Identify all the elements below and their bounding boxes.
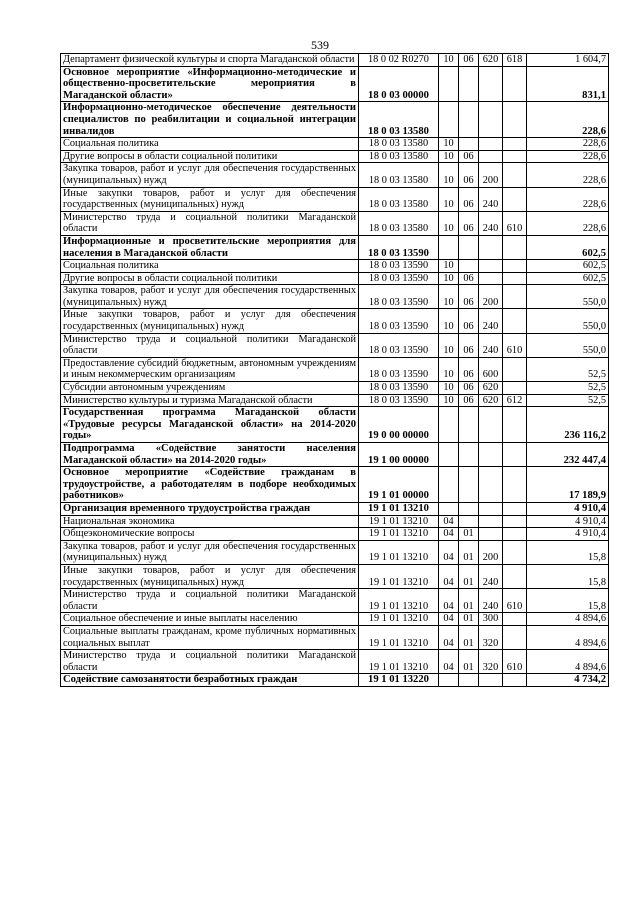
administrator-code: [503, 625, 527, 649]
administrator-code: [503, 357, 527, 381]
expense-type-code: 320: [479, 625, 503, 649]
amount-value: 4 734,2: [527, 674, 609, 687]
target-article-code: 19 1 01 13210: [359, 625, 439, 649]
expense-type-code: [479, 515, 503, 528]
expense-type-code: 320: [479, 650, 503, 674]
table-row: [61, 502, 609, 515]
subsection-code: 06: [459, 394, 479, 407]
expense-type-code: 200: [479, 163, 503, 187]
target-article-code: 19 1 01 13210: [359, 589, 439, 613]
row-name: Министерство труда и социальной политики Магаданской области: [61, 589, 359, 613]
administrator-code: [503, 382, 527, 395]
amount-value: 4 894,6: [527, 650, 609, 674]
target-article-code: 18 0 03 13580: [359, 211, 439, 235]
amount-value: 15,8: [527, 589, 609, 613]
amount-value: 550,0: [527, 309, 609, 333]
target-article-code: 19 1 00 00000: [359, 443, 439, 467]
administrator-code: 618: [503, 54, 527, 67]
table-row: [61, 309, 609, 333]
expense-type-code: [479, 235, 503, 259]
subsection-code: 06: [459, 309, 479, 333]
subsection-code: 06: [459, 357, 479, 381]
expense-type-code: 240: [479, 333, 503, 357]
administrator-code: [503, 502, 527, 515]
subsection-code: 06: [459, 187, 479, 211]
subsection-code: 01: [459, 625, 479, 649]
row-name: Иные закупки товаров, работ и услуг для обеспечения государственных (муниципальных) нужд: [61, 187, 359, 211]
expense-type-code: 240: [479, 211, 503, 235]
amount-value: 550,0: [527, 333, 609, 357]
section-code: 04: [439, 589, 459, 613]
row-name: Социальные выплаты гражданам, кроме публичных нормативных социальных выплат: [61, 625, 359, 649]
subsection-code: [459, 102, 479, 138]
subsection-code: 06: [459, 54, 479, 67]
section-code: 04: [439, 613, 459, 626]
amount-value: 1 604,7: [527, 54, 609, 67]
section-code: 10: [439, 382, 459, 395]
row-name: Подпрограмма «Содействие занятости населения Магаданской области» на 2014-2020 годы»: [61, 443, 359, 467]
row-name: Закупка товаров, работ и услуг для обеспечения государственных (муниципальных) нужд: [61, 163, 359, 187]
expense-type-code: 620: [479, 382, 503, 395]
amount-value: 4 910,4: [527, 528, 609, 541]
expense-type-code: [479, 272, 503, 285]
row-name: Предоставление субсидий бюджетным, автономным учреждениям и иным некоммерческим организациям: [61, 357, 359, 381]
target-article-code: 19 1 01 13210: [359, 528, 439, 541]
amount-value: 602,5: [527, 260, 609, 273]
expense-type-code: 240: [479, 309, 503, 333]
section-code: 10: [439, 285, 459, 309]
administrator-code: [503, 515, 527, 528]
section-code: 10: [439, 394, 459, 407]
section-code: 10: [439, 163, 459, 187]
amount-value: 4 910,4: [527, 515, 609, 528]
row-name: Другие вопросы в области социальной политики: [61, 150, 359, 163]
administrator-code: [503, 564, 527, 588]
target-article-code: 18 0 03 13590: [359, 394, 439, 407]
administrator-code: [503, 674, 527, 687]
section-code: [439, 235, 459, 259]
section-code: 04: [439, 528, 459, 541]
subsection-code: 01: [459, 613, 479, 626]
row-name: Организация временного трудоустройства граждан: [61, 502, 359, 515]
target-article-code: 18 0 03 13590: [359, 309, 439, 333]
table-row: [61, 260, 609, 273]
administrator-code: [503, 260, 527, 273]
row-name: Департамент физической культуры и спорта Магаданской области: [61, 54, 359, 67]
section-code: 04: [439, 515, 459, 528]
amount-value: 236 116,2: [527, 407, 609, 443]
row-name: Основное мероприятие «Информационно-методические и общественно-просветительские мероприятия в Магаданской области»: [61, 66, 359, 102]
target-article-code: 18 0 03 13590: [359, 357, 439, 381]
subsection-code: 06: [459, 163, 479, 187]
target-article-code: 18 0 03 13580: [359, 187, 439, 211]
section-code: [439, 502, 459, 515]
section-code: 10: [439, 187, 459, 211]
subsection-code: 01: [459, 540, 479, 564]
amount-value: 550,0: [527, 285, 609, 309]
subsection-code: [459, 235, 479, 259]
administrator-code: [503, 528, 527, 541]
budget-table: [60, 53, 609, 687]
table-row: [61, 138, 609, 151]
target-article-code: 18 0 03 00000: [359, 66, 439, 102]
row-name: Социальная политика: [61, 138, 359, 151]
section-code: 10: [439, 54, 459, 67]
administrator-code: [503, 187, 527, 211]
table-row: [61, 407, 609, 443]
target-article-code: 19 1 01 13210: [359, 613, 439, 626]
row-name: Социальная политика: [61, 260, 359, 273]
administrator-code: 610: [503, 211, 527, 235]
administrator-code: [503, 138, 527, 151]
table-row: [61, 187, 609, 211]
target-article-code: 19 1 01 13210: [359, 515, 439, 528]
row-name: Закупка товаров, работ и услуг для обеспечения государственных (муниципальных) нужд: [61, 540, 359, 564]
amount-value: 15,8: [527, 540, 609, 564]
section-code: 04: [439, 540, 459, 564]
administrator-code: [503, 613, 527, 626]
table-row: [61, 382, 609, 395]
amount-value: 232 447,4: [527, 443, 609, 467]
expense-type-code: 240: [479, 564, 503, 588]
administrator-code: [503, 272, 527, 285]
expense-type-code: 240: [479, 589, 503, 613]
table-row: [61, 102, 609, 138]
subsection-code: [459, 138, 479, 151]
expense-type-code: 600: [479, 357, 503, 381]
target-article-code: 18 0 03 13590: [359, 382, 439, 395]
section-code: 10: [439, 150, 459, 163]
table-row: [61, 443, 609, 467]
row-name: Закупка товаров, работ и услуг для обеспечения государственных (муниципальных) нужд: [61, 285, 359, 309]
section-code: [439, 102, 459, 138]
administrator-code: [503, 66, 527, 102]
subsection-code: [459, 502, 479, 515]
target-article-code: 19 1 01 13210: [359, 650, 439, 674]
row-name: Информационные и просветительские мероприятия для населения в Магаданской области: [61, 235, 359, 259]
target-article-code: 18 0 02 R0270: [359, 54, 439, 67]
administrator-code: 610: [503, 589, 527, 613]
target-article-code: 18 0 03 13590: [359, 333, 439, 357]
amount-value: 4 894,6: [527, 613, 609, 626]
administrator-code: [503, 309, 527, 333]
section-code: [439, 443, 459, 467]
amount-value: 52,5: [527, 382, 609, 395]
table-row: [61, 674, 609, 687]
administrator-code: [503, 235, 527, 259]
row-name: Государственная программа Магаданской области «Трудовые ресурсы Магаданской области» на 2014-2020 годы»: [61, 407, 359, 443]
section-code: [439, 407, 459, 443]
subsection-code: 01: [459, 650, 479, 674]
subsection-code: 01: [459, 528, 479, 541]
administrator-code: 610: [503, 650, 527, 674]
section-code: 04: [439, 625, 459, 649]
section-code: 10: [439, 211, 459, 235]
table-row: [61, 272, 609, 285]
subsection-code: [459, 443, 479, 467]
section-code: 10: [439, 309, 459, 333]
row-name: Национальная экономика: [61, 515, 359, 528]
administrator-code: [503, 540, 527, 564]
amount-value: 17 189,9: [527, 467, 609, 503]
administrator-code: [503, 150, 527, 163]
amount-value: 228,6: [527, 102, 609, 138]
section-code: 10: [439, 138, 459, 151]
administrator-code: [503, 443, 527, 467]
subsection-code: 06: [459, 272, 479, 285]
section-code: [439, 467, 459, 503]
target-article-code: 18 0 03 13580: [359, 138, 439, 151]
budget-rows: [61, 54, 609, 687]
expense-type-code: 300: [479, 613, 503, 626]
table-row: [61, 564, 609, 588]
administrator-code: [503, 102, 527, 138]
target-article-code: 18 0 03 13590: [359, 260, 439, 273]
amount-value: 15,8: [527, 564, 609, 588]
section-code: [439, 674, 459, 687]
section-code: 10: [439, 333, 459, 357]
expense-type-code: 620: [479, 394, 503, 407]
expense-type-code: [479, 443, 503, 467]
row-name: Иные закупки товаров, работ и услуг для обеспечения государственных (муниципальных) нужд: [61, 309, 359, 333]
table-row: [61, 467, 609, 503]
amount-value: 228,6: [527, 150, 609, 163]
expense-type-code: [479, 674, 503, 687]
table-row: [61, 625, 609, 649]
table-row: [61, 66, 609, 102]
subsection-code: 06: [459, 285, 479, 309]
expense-type-code: [479, 138, 503, 151]
subsection-code: 06: [459, 211, 479, 235]
target-article-code: 19 1 01 13210: [359, 502, 439, 515]
administrator-code: 610: [503, 333, 527, 357]
target-article-code: 18 0 03 13580: [359, 163, 439, 187]
row-name: Информационно-методическое обеспечение деятельности специалистов по реабилитации и социальной интеграции инвалидов: [61, 102, 359, 138]
amount-value: 52,5: [527, 394, 609, 407]
section-code: [439, 66, 459, 102]
amount-value: 52,5: [527, 357, 609, 381]
expense-type-code: 200: [479, 285, 503, 309]
table-row: [61, 528, 609, 541]
table-row: [61, 54, 609, 67]
row-name: Министерство труда и социальной политики Магаданской области: [61, 211, 359, 235]
table-row: [61, 333, 609, 357]
subsection-code: 01: [459, 564, 479, 588]
administrator-code: [503, 285, 527, 309]
row-name: Другие вопросы в области социальной политики: [61, 272, 359, 285]
subsection-code: 06: [459, 382, 479, 395]
expense-type-code: [479, 407, 503, 443]
expense-type-code: [479, 502, 503, 515]
table-row: [61, 285, 609, 309]
table-row: [61, 394, 609, 407]
target-article-code: 18 0 03 13580: [359, 150, 439, 163]
row-name: Иные закупки товаров, работ и услуг для обеспечения государственных (муниципальных) нужд: [61, 564, 359, 588]
administrator-code: [503, 407, 527, 443]
expense-type-code: [479, 260, 503, 273]
expense-type-code: 620: [479, 54, 503, 67]
target-article-code: 18 0 03 13580: [359, 102, 439, 138]
table-row: [61, 589, 609, 613]
row-name: Общеэкономические вопросы: [61, 528, 359, 541]
section-code: 10: [439, 357, 459, 381]
expense-type-code: [479, 528, 503, 541]
target-article-code: 18 0 03 13590: [359, 285, 439, 309]
subsection-code: [459, 467, 479, 503]
target-article-code: 19 1 01 13210: [359, 540, 439, 564]
section-code: 04: [439, 564, 459, 588]
table-row: [61, 650, 609, 674]
table-row: [61, 150, 609, 163]
subsection-code: [459, 515, 479, 528]
expense-type-code: 200: [479, 540, 503, 564]
administrator-code: [503, 467, 527, 503]
amount-value: 228,6: [527, 138, 609, 151]
subsection-code: [459, 66, 479, 102]
subsection-code: [459, 407, 479, 443]
subsection-code: [459, 260, 479, 273]
row-name: Содействие самозанятости безработных граждан: [61, 674, 359, 687]
row-name: Министерство культуры и туризма Магаданской области: [61, 394, 359, 407]
target-article-code: 19 1 01 00000: [359, 467, 439, 503]
section-code: 10: [439, 260, 459, 273]
amount-value: 831,1: [527, 66, 609, 102]
expense-type-code: [479, 467, 503, 503]
administrator-code: 612: [503, 394, 527, 407]
target-article-code: 19 1 01 13220: [359, 674, 439, 687]
target-article-code: 18 0 03 13590: [359, 272, 439, 285]
table-row: [61, 235, 609, 259]
amount-value: 228,6: [527, 187, 609, 211]
amount-value: 602,5: [527, 235, 609, 259]
table-row: [61, 540, 609, 564]
row-name: Социальное обеспечение и иные выплаты населению: [61, 613, 359, 626]
page-number: 539: [311, 38, 329, 52]
administrator-code: [503, 163, 527, 187]
section-code: 04: [439, 650, 459, 674]
expense-type-code: [479, 102, 503, 138]
expense-type-code: [479, 66, 503, 102]
target-article-code: 18 0 03 13590: [359, 235, 439, 259]
subsection-code: [459, 674, 479, 687]
target-article-code: 19 1 01 13210: [359, 564, 439, 588]
amount-value: 228,6: [527, 211, 609, 235]
target-article-code: 19 0 00 00000: [359, 407, 439, 443]
table-row: [61, 613, 609, 626]
table-row: [61, 357, 609, 381]
table-row: [61, 163, 609, 187]
amount-value: 4 910,4: [527, 502, 609, 515]
amount-value: 602,5: [527, 272, 609, 285]
subsection-code: 06: [459, 333, 479, 357]
row-name: Основное мероприятие «Содействие гражданам в трудоустройстве, а работодателям в подборе необходимых работников»: [61, 467, 359, 503]
subsection-code: 01: [459, 589, 479, 613]
expense-type-code: 240: [479, 187, 503, 211]
table-row: [61, 515, 609, 528]
amount-value: 228,6: [527, 163, 609, 187]
row-name: Министерство труда и социальной политики Магаданской области: [61, 650, 359, 674]
row-name: Субсидии автономным учреждениям: [61, 382, 359, 395]
amount-value: 4 894,6: [527, 625, 609, 649]
table-row: [61, 211, 609, 235]
subsection-code: 06: [459, 150, 479, 163]
section-code: 10: [439, 272, 459, 285]
expense-type-code: [479, 150, 503, 163]
row-name: Министерство труда и социальной политики Магаданской области: [61, 333, 359, 357]
